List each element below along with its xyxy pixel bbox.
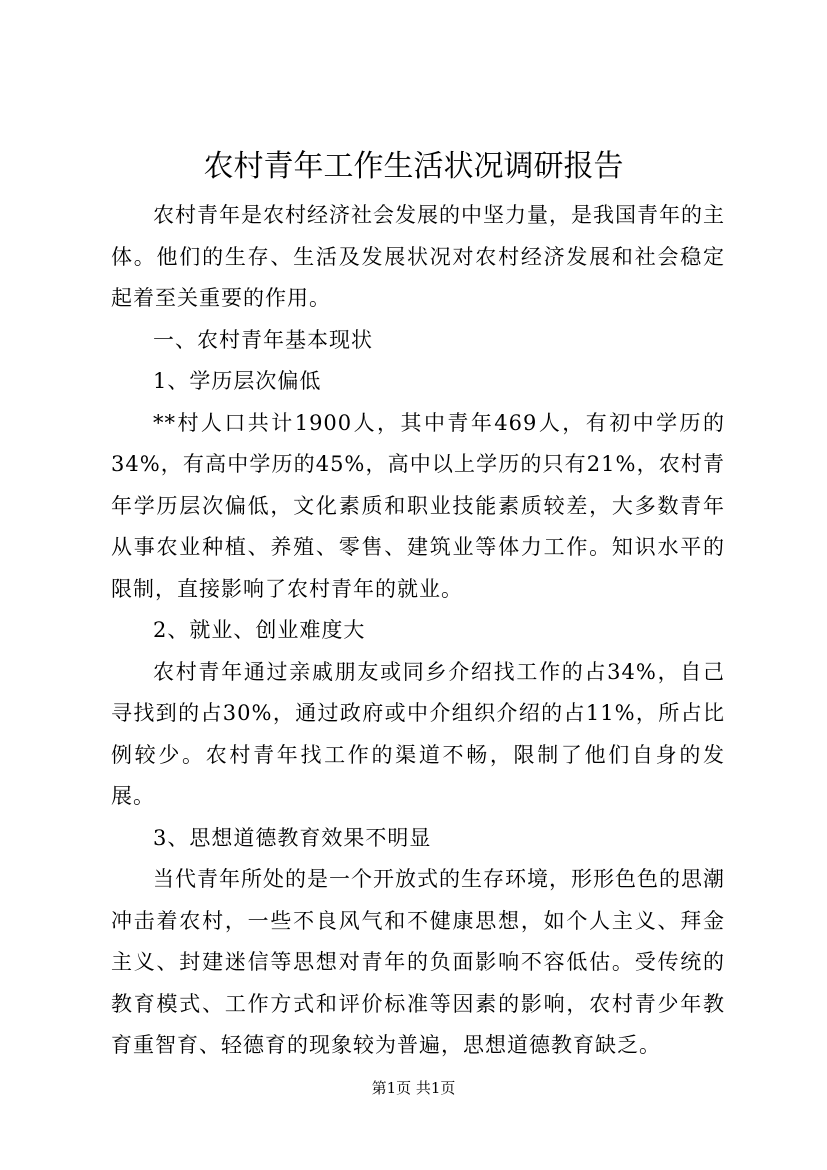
subheading-3: 3、思想道德教育效果不明显 (153, 825, 432, 850)
section-heading: 一、农村青年基本现状 (153, 327, 373, 352)
document-title: 农村青年工作生活状况调研报告 (203, 149, 624, 184)
subheading-2: 2、就业、创业难度大 (153, 618, 366, 642)
subheading-1: 1、学历层次偏低 (153, 369, 322, 393)
page-number-footer: 第1页 共1页 (371, 1079, 456, 1097)
document-body (111, 195, 725, 1067)
paragraph-1: **村人口共计1900人，其中青年469人，有初中学历的34%，有高中学历的45%，高中以上学历的只有21%，农村青年学历层次偏低，文化素质和职业技能素质较差，大多数青年从事农业种植、养殖、零售、建筑业等体力工作。知识水平的限制，直接影响了农村青年的就业。 (111, 410, 725, 601)
paragraph-2: 农村青年通过亲戚朋友或同乡介绍找工作的占34%，自己寻找到的占30%，通过政府或中介组织介绍的占11%，所占比例较少。农村青年找工作的渠道不畅，限制了他们自身的发展。 (111, 659, 725, 808)
paragraph-3: 当代青年所处的是一个开放式的生存环境，形形色色的思潮冲击着农村，一些不良风气和不健康思想，如个人主义、拜金主义、封建迷信等思想对青年的负面影响不容低估。受传统的教育模式、工作方式和评价标准等因素的影响，农村青少年教育重智育、轻德育的现象较为普遍，思想道德教育缺乏。 (111, 867, 725, 1057)
intro-paragraph: 农村青年是农村经济社会发展的中坚力量，是我国青年的主体。他们的生存、生活及发展状况对农村经济发展和社会稳定起着至关重要的作用。 (111, 203, 725, 310)
